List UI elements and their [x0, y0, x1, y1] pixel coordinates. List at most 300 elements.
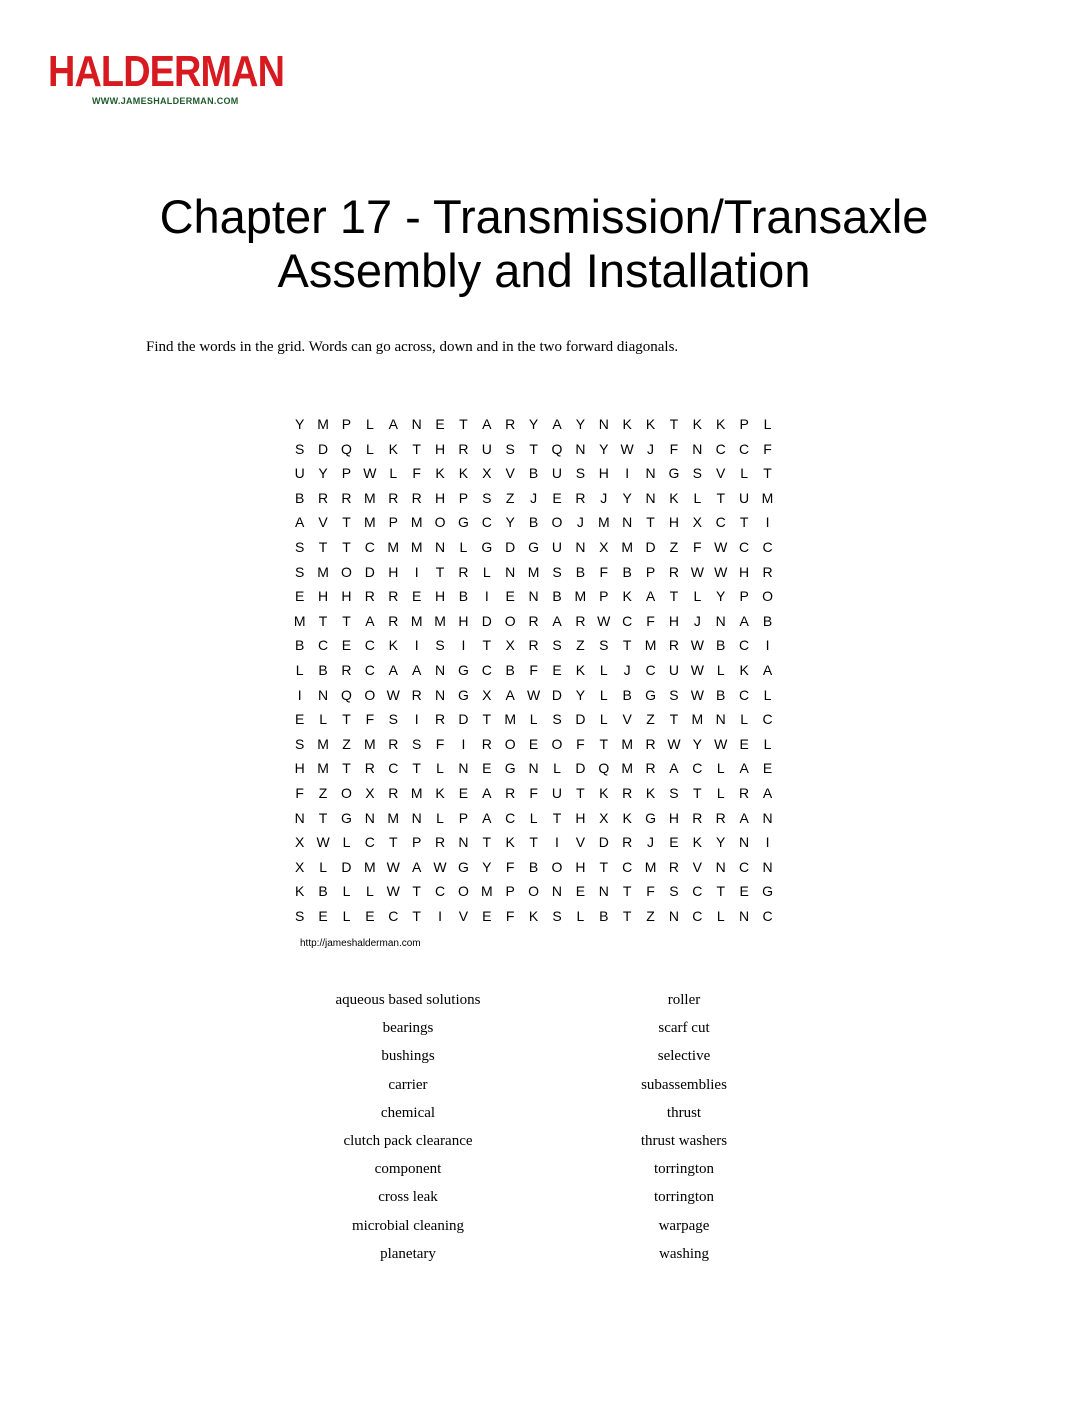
grid-letter: W [690, 563, 704, 580]
grid-letter: O [364, 686, 376, 703]
word-list-item: bearings [382, 1020, 434, 1037]
grid-letter: G [645, 686, 656, 703]
grid-letter: Q [341, 440, 352, 457]
grid-letter: S [599, 637, 609, 654]
grid-letter: A [295, 514, 305, 531]
grid-letter: B [599, 907, 609, 924]
grid-letter: N [458, 834, 469, 851]
grid-letter: A [645, 588, 656, 605]
grid-letter: M [644, 637, 657, 654]
grid-letter: T [763, 465, 772, 482]
instructions-text: Find the words in the grid. Words can go across, down and in the two forward diagonals. [146, 339, 679, 355]
grid-letter: F [529, 661, 538, 678]
grid-letter: U [551, 538, 563, 555]
grid-letter: W [690, 661, 704, 678]
grid-letter: C [481, 514, 492, 531]
grid-letter: U [739, 489, 750, 506]
grid-letter: I [438, 907, 442, 924]
grid-letter: S [411, 735, 422, 752]
grid-letter: L [740, 711, 749, 728]
grid-letter: J [647, 440, 655, 457]
grid-letter: A [739, 809, 749, 826]
grid-letter: R [668, 563, 679, 580]
grid-letter: T [622, 637, 632, 654]
grid-letter: R [411, 686, 422, 703]
grid-letter: R [388, 588, 399, 605]
grid-letter: I [765, 834, 770, 851]
grid-letter: M [574, 588, 587, 605]
grid-row [288, 756, 808, 781]
grid-row [288, 412, 808, 437]
grid-letter: P [645, 563, 656, 580]
grid-letter: M [317, 563, 329, 580]
grid-letter: C [645, 661, 656, 678]
grid-letter: N [294, 809, 305, 826]
grid-letter: C [715, 514, 726, 531]
grid-letter: I [555, 834, 559, 851]
grid-row [288, 879, 808, 904]
grid-letter: N [762, 809, 773, 826]
grid-letter: H [434, 440, 446, 457]
word-list-item: carrier [388, 1076, 428, 1093]
grid-letter: H [434, 588, 446, 605]
grid-letter: P [458, 489, 469, 506]
grid-row [288, 781, 808, 806]
grid-letter: L [319, 858, 327, 875]
grid-letter: W [526, 686, 541, 703]
halderman-logo [48, 47, 285, 106]
grid-letter: Y [295, 416, 305, 432]
grid-letter: B [575, 563, 586, 580]
grid-letter: R [715, 809, 726, 826]
grid-letter: M [621, 760, 633, 777]
grid-letter: E [505, 588, 515, 605]
grid-letter: B [528, 465, 539, 482]
grid-letter: L [482, 563, 491, 580]
grid-letter: F [365, 711, 375, 728]
grid-letter: L [365, 416, 374, 432]
grid-letter: W [363, 465, 377, 482]
grid-letter: T [529, 834, 538, 851]
grid-letter: A [552, 416, 562, 432]
grid-letter: O [341, 784, 352, 801]
grid-letter: V [692, 858, 702, 875]
grid-letter: B [622, 563, 632, 580]
grid-letter: W [714, 563, 728, 580]
grid-letter: B [318, 661, 328, 678]
grid-letter: K [295, 883, 305, 900]
grid-letter: M [387, 538, 400, 555]
grid-letter: T [412, 440, 421, 457]
grid-letter: B [762, 612, 773, 629]
grid-row [288, 732, 808, 757]
grid-letter: J [623, 661, 631, 678]
grid-letter: R [505, 784, 516, 801]
grid-letter: K [645, 416, 656, 432]
grid-letter: E [365, 907, 375, 924]
grid-letter: N [551, 883, 563, 900]
grid-letter: P [341, 465, 352, 482]
grid-letter: N [739, 907, 750, 924]
grid-letter: E [482, 907, 492, 924]
grid-letter: L [459, 538, 468, 555]
grid-letter: T [622, 883, 632, 900]
grid-letter: Y [318, 465, 328, 482]
grid-letter: G [668, 465, 680, 482]
grid-letter: I [414, 637, 419, 654]
grid-letter: K [435, 465, 445, 482]
grid-letter: R [388, 612, 399, 629]
word-list-item: thrust [666, 1104, 702, 1121]
grid-letter: P [411, 834, 422, 851]
grid-letter: S [295, 440, 305, 457]
grid-row [288, 560, 808, 585]
title-line-2: Assembly and Installation [277, 244, 811, 297]
grid-letter: O [551, 858, 563, 875]
grid-letter: A [739, 612, 749, 629]
grid-letter: T [318, 612, 328, 629]
grid-letter: A [482, 809, 492, 826]
grid-letter: K [692, 416, 702, 432]
grid-letter: K [669, 489, 679, 506]
grid-letter: T [576, 784, 585, 801]
grid-letter: N [739, 834, 750, 851]
grid-letter: R [434, 834, 446, 851]
word-list-left [258, 990, 558, 1272]
grid-letter: J [576, 514, 584, 531]
grid-letter: S [575, 465, 586, 482]
grid-letter: V [318, 514, 328, 531]
grid-letter: K [622, 416, 632, 432]
grid-letter: E [669, 834, 679, 851]
grid-letter: C [364, 538, 375, 555]
grid-letter: Y [575, 416, 586, 432]
grid-letter: I [765, 514, 770, 531]
grid-letter: A [411, 858, 422, 875]
grid-letter: H [739, 563, 750, 580]
grid-letter: M [317, 760, 329, 777]
grid-letter: U [551, 465, 563, 482]
grid-letter: B [552, 588, 562, 605]
grid-letter: O [457, 883, 469, 900]
grid-letter: D [645, 538, 656, 555]
grid-row [288, 904, 808, 929]
grid-letter: C [762, 907, 773, 924]
grid-letter: G [457, 514, 469, 531]
grid-letter: L [342, 907, 351, 924]
grid-letter: U [481, 440, 492, 457]
grid-letter: R [388, 735, 399, 752]
grid-letter: P [599, 588, 609, 605]
grid-letter: I [414, 711, 419, 728]
grid-letter: J [600, 489, 608, 506]
grid-letter: S [552, 637, 562, 654]
grid-letter: D [598, 834, 609, 851]
grid-letter: H [668, 514, 679, 531]
grid-letter: R [622, 834, 633, 851]
grid-letter: R [622, 784, 633, 801]
grid-letter: P [505, 883, 515, 900]
grid-letter: G [504, 760, 516, 777]
grid-letter: C [762, 538, 773, 555]
grid-letter: T [716, 489, 725, 506]
grid-letter: V [716, 465, 726, 482]
grid-letter: M [293, 612, 306, 629]
grid-letter: T [669, 711, 679, 728]
grid-letter: R [762, 563, 773, 580]
grid-row [288, 486, 808, 511]
grid-letter: B [622, 686, 632, 703]
grid-letter: E [482, 760, 492, 777]
grid-row [288, 584, 808, 609]
grid-letter: R [528, 612, 539, 629]
grid-letter: L [529, 711, 538, 728]
grid-letter: E [435, 416, 445, 432]
grid-letter: V [575, 834, 586, 851]
grid-letter: L [319, 711, 327, 728]
grid-letter: N [715, 858, 726, 875]
grid-letter: N [318, 686, 329, 703]
grid-letter: N [668, 907, 679, 924]
grid-letter: H [668, 612, 679, 629]
grid-letter: T [669, 588, 679, 605]
grid-letter: L [599, 711, 608, 728]
grid-letter: W [316, 834, 330, 851]
grid-letter: M [527, 563, 540, 580]
grid-letter: O [434, 514, 446, 531]
grid-letter: T [318, 538, 328, 555]
grid-letter: T [599, 858, 609, 875]
grid-letter: F [412, 465, 421, 482]
grid-letter: Y [482, 858, 492, 875]
grid-letter: W [433, 858, 447, 875]
grid-letter: V [505, 465, 515, 482]
grid-letter: M [644, 858, 657, 875]
grid-letter: O [341, 563, 352, 580]
grid-letter: M [317, 735, 329, 752]
word-list-item: aqueous based solutions [335, 992, 481, 1008]
grid-letter: X [505, 637, 515, 654]
grid-letter: R [458, 440, 469, 457]
grid-letter: R [575, 612, 586, 629]
grid-letter: L [763, 686, 772, 703]
grid-letter: R [481, 735, 492, 752]
grid-letter: R [575, 489, 586, 506]
grid-letter: N [645, 465, 656, 482]
grid-row [288, 535, 808, 560]
grid-letter: R [411, 489, 422, 506]
grid-letter: X [599, 538, 609, 555]
grid-letter: F [505, 858, 515, 875]
grid-letter: N [598, 883, 609, 900]
grid-letter: T [669, 416, 679, 432]
title-line-1: Chapter 17 - Transmission/Transaxle [159, 190, 929, 243]
word-list-item: scarf cut [658, 1020, 710, 1037]
grid-letter: U [551, 784, 563, 801]
grid-letter: Y [622, 489, 632, 506]
grid-letter: K [435, 784, 445, 801]
grid-letter: R [645, 735, 656, 752]
grid-letter: Z [669, 538, 679, 555]
grid-letter: R [364, 588, 375, 605]
grid-letter: N [645, 489, 656, 506]
grid-letter: C [505, 809, 516, 826]
word-list-item: clutch pack clearance [343, 1132, 473, 1149]
grid-letter: Y [716, 588, 726, 605]
grid-letter: L [365, 440, 374, 457]
grid-letter: F [669, 440, 679, 457]
grid-letter: K [528, 907, 539, 924]
grid-letter: X [692, 514, 702, 531]
grid-letter: C [739, 686, 750, 703]
grid-letter: T [435, 563, 445, 580]
grid-letter: C [364, 637, 375, 654]
grid-letter: E [318, 907, 328, 924]
grid-letter: L [599, 686, 608, 703]
grid-letter: I [461, 735, 466, 752]
word-list-item: bushings [381, 1048, 435, 1065]
grid-letter: T [318, 809, 328, 826]
grid-letter: M [691, 711, 704, 728]
grid-letter: O [551, 735, 563, 752]
grid-letter: I [414, 563, 419, 580]
grid-letter: R [739, 784, 750, 801]
grid-row [288, 609, 808, 634]
grid-letter: C [739, 440, 750, 457]
grid-letter: C [434, 883, 446, 900]
grid-letter: C [692, 883, 703, 900]
grid-letter: N [364, 809, 375, 826]
grid-letter: L [436, 760, 444, 777]
grid-letter: Z [342, 735, 351, 752]
grid-letter: R [668, 858, 679, 875]
grid-letter: L [740, 465, 749, 482]
grid-letter: E [295, 711, 305, 728]
grid-letter: R [528, 637, 539, 654]
grid-row [288, 707, 808, 732]
grid-letter: D [551, 686, 563, 703]
grid-letter: M [504, 711, 517, 728]
grid-letter: Y [575, 686, 586, 703]
grid-letter: P [458, 809, 469, 826]
grid-letter: A [411, 661, 422, 678]
grid-letter: H [458, 612, 469, 629]
grid-letter: C [739, 538, 750, 555]
grid-letter: J [647, 834, 655, 851]
grid-letter: C [622, 612, 633, 629]
grid-letter: C [388, 907, 399, 924]
grid-letter: X [295, 858, 305, 875]
logo-url: WWW.JAMESHALDERMAN.COM [92, 96, 239, 106]
grid-letter: N [411, 809, 422, 826]
grid-letter: Q [551, 440, 563, 457]
grid-letter: D [364, 563, 375, 580]
grid-letter: N [715, 612, 726, 629]
grid-letter: J [530, 489, 538, 506]
grid-row [288, 830, 808, 855]
grid-letter: T [412, 760, 421, 777]
grid-letter: V [458, 907, 469, 924]
grid-letter: F [529, 784, 538, 801]
grid-letter: H [341, 588, 352, 605]
grid-letter: C [715, 440, 726, 457]
grid-letter: M [434, 612, 446, 629]
grid-letter: F [646, 612, 655, 629]
grid-letter: X [482, 686, 492, 703]
grid-letter: A [762, 661, 773, 678]
grid-letter: E [575, 883, 586, 900]
grid-letter: L [599, 661, 608, 678]
grid-letter: S [435, 637, 445, 654]
grid-letter: M [364, 858, 376, 875]
word-list-item: torrington [654, 1189, 714, 1206]
grid-letter: S [552, 563, 562, 580]
grid-letter: N [411, 416, 422, 432]
grid-letter: H [434, 489, 446, 506]
grid-letter: C [364, 661, 375, 678]
grid-letter: N [575, 538, 586, 555]
grid-letter: X [295, 834, 305, 851]
grid-letter: Z [576, 637, 585, 654]
grid-letter: A [505, 686, 515, 703]
page-title [0, 190, 1088, 298]
word-list-item: cross leak [378, 1189, 438, 1206]
grid-letter: A [482, 416, 492, 432]
grid-letter: F [435, 735, 445, 752]
grid-letter: W [714, 538, 728, 555]
grid-letter: R [318, 489, 329, 506]
grid-letter: L [763, 416, 772, 432]
grid-letter: T [342, 760, 351, 777]
grid-letter: L [389, 465, 398, 482]
grid-row [288, 437, 808, 462]
grid-letter: T [622, 907, 632, 924]
grid-letter: C [481, 661, 492, 678]
grid-letter: Y [599, 440, 609, 457]
grid-letter: S [295, 907, 305, 924]
grid-letter: L [342, 883, 351, 900]
grid-letter: B [528, 858, 539, 875]
grid-source-url: http://jameshalderman.com [300, 938, 421, 949]
grid-letter: R [364, 760, 375, 777]
grid-letter: R [458, 563, 469, 580]
grid-letter: N [434, 661, 446, 678]
grid-letter: G [481, 538, 493, 555]
grid-letter: T [342, 711, 351, 728]
grid-letter: K [692, 834, 702, 851]
grid-letter: E [411, 588, 422, 605]
grid-row [288, 510, 808, 535]
grid-letter: A [388, 416, 398, 432]
grid-letter: Y [692, 735, 702, 752]
grid-letter: L [693, 588, 702, 605]
grid-letter: G [457, 661, 469, 678]
grid-letter: B [528, 514, 539, 531]
grid-letter: R [388, 489, 399, 506]
grid-letter: N [528, 760, 539, 777]
grid-letter: T [342, 514, 351, 531]
grid-letter: S [482, 489, 492, 506]
grid-letter: D [318, 440, 329, 457]
grid-letter: K [645, 784, 656, 801]
grid-letter: B [458, 588, 469, 605]
grid-letter: T [739, 514, 749, 531]
grid-letter: W [667, 735, 681, 752]
grid-letter: R [341, 489, 352, 506]
grid-letter: E [341, 637, 352, 654]
grid-letter: A [482, 784, 492, 801]
grid-letter: M [387, 809, 400, 826]
